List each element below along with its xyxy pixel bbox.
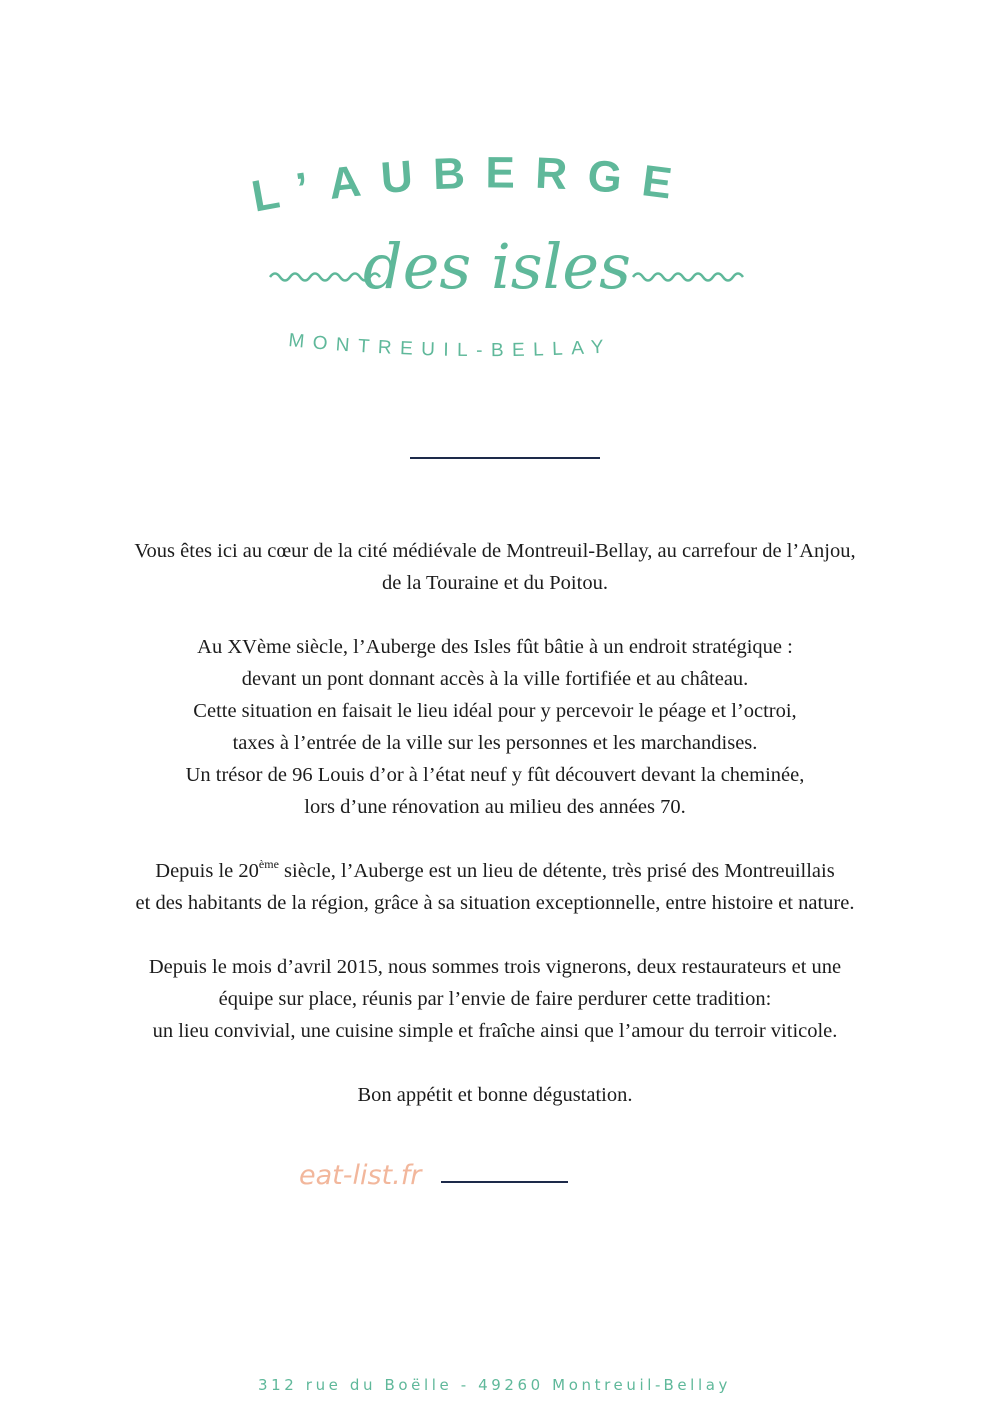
- text-line: un lieu convivial, une cuisine simple et fraîche ainsi que l’amour du terroir viticole.: [152, 1020, 838, 1042]
- text-fragment: Depuis le 20: [155, 860, 259, 882]
- logo-script-des-isles: des isles: [363, 230, 631, 303]
- text-line: Bon appétit et bonne dégustation.: [357, 1084, 633, 1106]
- text-line: Au XVème siècle, l’Auberge des Isles fût bâtie à un endroit stratégique :: [197, 636, 793, 658]
- text-fragment: siècle, l’Auberge est un lieu de détente, très prisé des Montreuillais: [278, 860, 835, 882]
- text-line: devant un pont donnant accès à la ville fortifiée et au château.: [241, 668, 749, 690]
- paragraph-team: [60, 951, 930, 1047]
- restaurant-logo: [0, 0, 989, 380]
- text-line: de la Touraine et du Poitou.: [382, 572, 608, 594]
- logo-title-auberge: L’AUBERGE: [248, 148, 695, 222]
- text-line: [60, 855, 930, 887]
- paragraph-location: [60, 535, 930, 599]
- text-line: Vous êtes ici au cœur de la cité médiévale de Montreuil-Bellay, au carrefour de l’Anjou,: [134, 540, 856, 562]
- bottom-divider: [441, 1181, 568, 1183]
- watermark-text: eat-list.fr: [299, 1160, 422, 1191]
- text-line: Un trésor de 96 Louis d’or à l’état neuf y fût découvert devant la cheminée,: [185, 764, 805, 786]
- paragraph-history: [60, 631, 930, 823]
- logo-subtitle-location: MONTREUIL-BELLAY: [287, 330, 613, 362]
- paragraph-closing: [60, 1079, 930, 1111]
- footer-address: 312 rue du Boëlle - 49260 Montreuil-Bellay: [258, 1376, 731, 1394]
- text-line: Cette situation en faisait le lieu idéal pour y percevoir le péage et l’octroi,: [193, 700, 797, 722]
- text-line: équipe sur place, réunis par l’envie de faire perdurer cette tradition:: [218, 988, 772, 1010]
- text-line: lors d’une rénovation au milieu des années 70.: [304, 796, 686, 818]
- paragraph-modern-era: [60, 855, 930, 919]
- text-line: et des habitants de la région, grâce à sa situation exceptionnelle, entre histoire et nature.: [135, 892, 855, 914]
- top-divider: [410, 457, 600, 459]
- superscript-ordinal: ème: [258, 857, 279, 871]
- text-line: taxes à l’entrée de la ville sur les personnes et les marchandises.: [232, 732, 758, 754]
- text-line: Depuis le mois d’avril 2015, nous sommes trois vignerons, deux restaurateurs et une: [148, 956, 842, 978]
- introduction-text: [60, 535, 930, 1143]
- logo-wave-right-ornament: [633, 274, 743, 281]
